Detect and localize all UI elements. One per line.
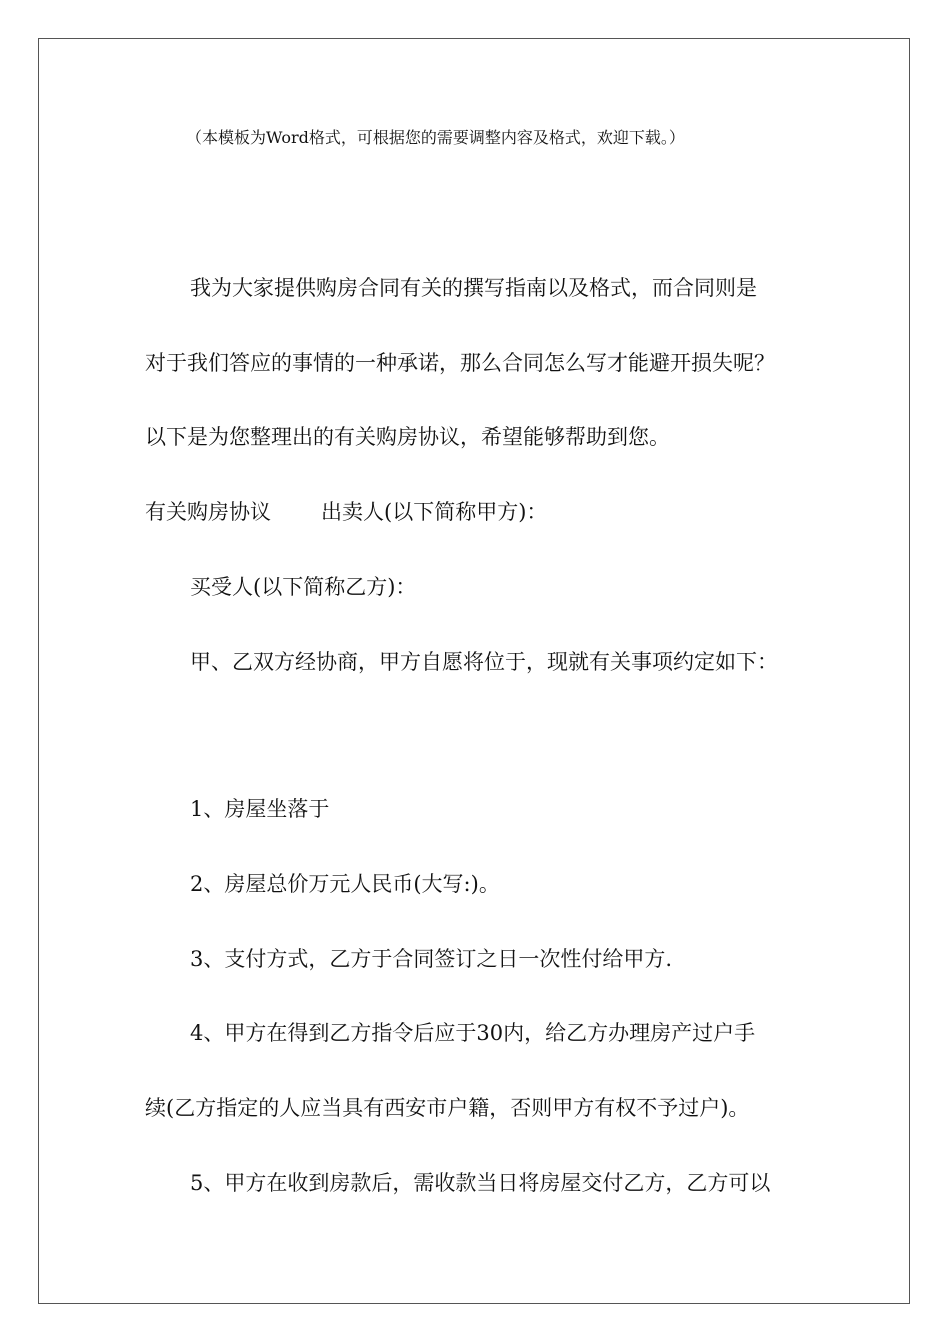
clause-4-line-2: 续(乙方指定的人应当具有西安市户籍，否则甲方有权不予过户)。: [145, 1096, 750, 1120]
template-note: （本模板为Word格式，可根据您的需要调整内容及格式，欢迎下载。）: [186, 128, 685, 147]
clause-5-line-1: 5、甲方在收到房款后，需收款当日将房屋交付乙方，乙方可以: [190, 1171, 771, 1195]
clause-3: 3、支付方式，乙方于合同签订之日一次性付给甲方.: [190, 947, 673, 971]
intro-line-2: 对于我们答应的事情的一种承诺，那么合同怎么写才能避开损失呢？: [145, 351, 775, 375]
clause-4-line-1: 4、甲方在得到乙方指令后应于30内，给乙方办理房产过户手: [190, 1021, 756, 1045]
intro-line-3: 以下是为您整理出的有关购房协议，希望能够帮助到您。: [145, 425, 670, 449]
agreement-title: 有关购房协议: [145, 500, 271, 524]
preamble: 甲、乙双方经协商，甲方自愿将位于，现就有关事项约定如下：: [190, 650, 778, 674]
clause-1: 1、房屋坐落于: [190, 797, 330, 821]
buyer-line: 买受人(以下简称乙方)：: [190, 575, 417, 599]
seller-line: 出卖人(以下简称甲方)：: [321, 500, 548, 524]
intro-line-1: 我为大家提供购房合同有关的撰写指南以及格式，而合同则是: [190, 276, 757, 300]
agreement-heading-row: [145, 500, 547, 524]
clause-2: 2、房屋总价万元人民币(大写:)。: [190, 872, 500, 896]
